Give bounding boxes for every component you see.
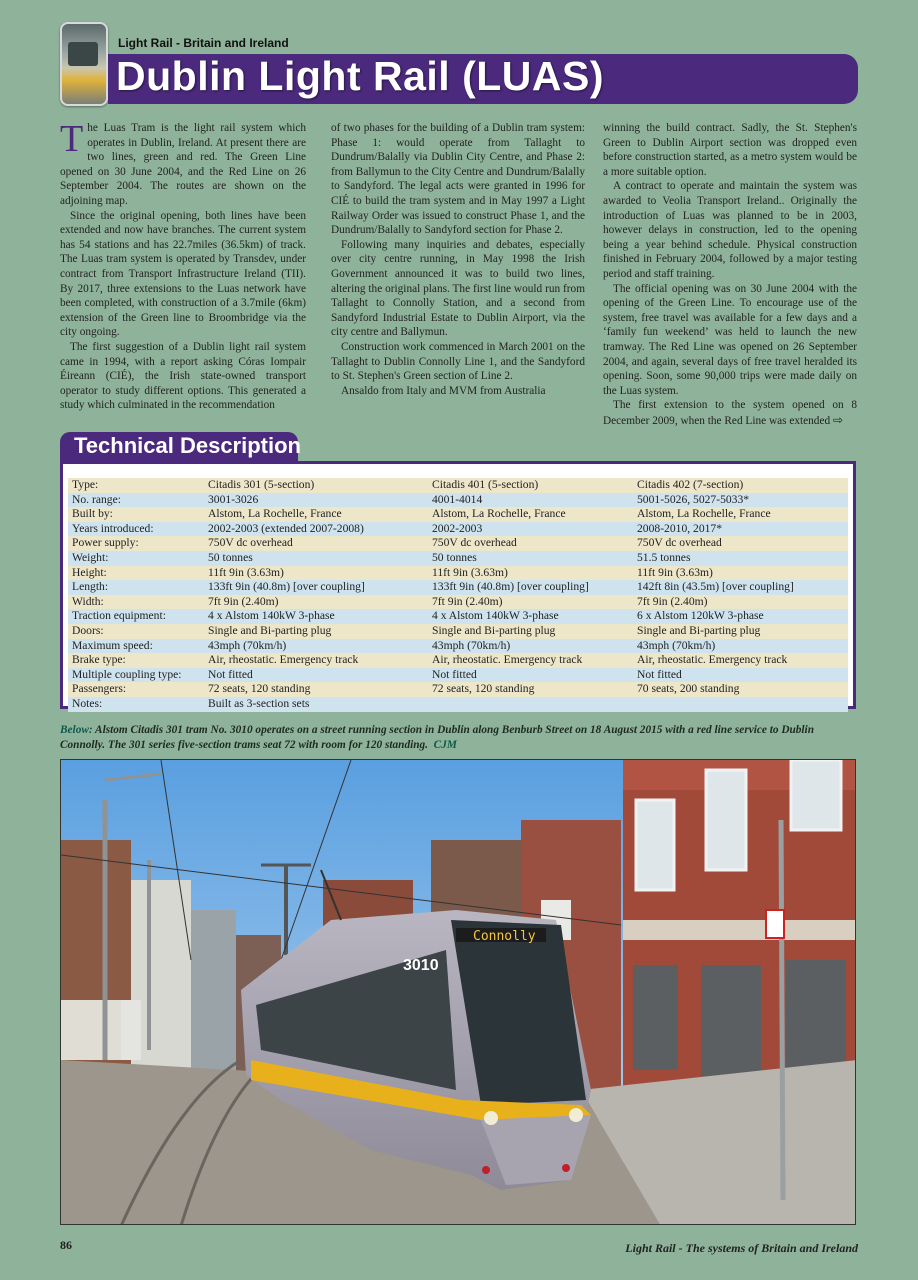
technical-value: 4 x Alstom 140kW 3-phase xyxy=(208,609,335,623)
technical-value: 750V dc overhead xyxy=(432,536,517,550)
technical-value: Single and Bi-parting plug xyxy=(432,623,556,637)
technical-value: 133ft 9in (40.8m) [over coupling] xyxy=(432,580,589,594)
technical-value: 11ft 9in (3.63m) xyxy=(432,565,508,579)
technical-value: 2002-2003 xyxy=(432,521,483,535)
technical-table xyxy=(60,461,856,709)
technical-label: Brake type: xyxy=(72,653,126,667)
technical-row xyxy=(68,536,848,551)
technical-row xyxy=(68,493,848,508)
technical-value: 7ft 9in (2.40m) xyxy=(637,594,708,608)
page-title: Dublin Light Rail (LUAS) xyxy=(116,53,604,99)
paragraph: winning the build contract. Sadly, the St. Stephen's Green to Dublin Airport section was dropped even before construction started, as a metro system would be a more suitable option. xyxy=(603,122,857,178)
technical-value: 51.5 tonnes xyxy=(637,550,691,564)
technical-value: 2008-2010, 2017* xyxy=(637,521,723,535)
technical-row xyxy=(68,522,848,537)
technical-value: 7ft 9in (2.40m) xyxy=(208,594,279,608)
technical-row xyxy=(68,624,848,639)
technical-row xyxy=(68,609,848,624)
technical-value: 6 x Alstom 120kW 3-phase xyxy=(637,609,764,623)
tram-destination-display: Connolly xyxy=(473,929,536,944)
technical-heading: Technical Description xyxy=(74,433,301,458)
technical-value: 142ft 8in (43.5m) [over coupling] xyxy=(637,580,794,594)
technical-value: Built as 3-section sets xyxy=(208,696,310,710)
technical-row xyxy=(68,668,848,683)
technical-value: Single and Bi-parting plug xyxy=(208,623,332,637)
technical-label: Weight: xyxy=(72,550,109,564)
paragraph: The first suggestion of a Dublin light rail system came in 1994, with a report asking Córas Iompair Éireann (CIÉ), the Irish state-owned transport operator to study different options. This generated a study which culminated in the recommendation xyxy=(60,340,306,412)
technical-value xyxy=(637,697,848,712)
technical-label: Maximum speed: xyxy=(72,638,153,652)
technical-label: Length: xyxy=(72,580,109,594)
technical-row xyxy=(68,682,848,697)
paragraph: The official opening was on 30 June 2004 with the opening of the Green Line. To encourage use of the system, free travel was available for a few days and a ‘family fun weekend’ was held to launch the new tramway. The Red Line was opened on 26 September 2004, and again, several days of free travel heralded its opening. Soon, some 90,000 trips were made daily on the Luas system. xyxy=(603,282,857,397)
technical-row xyxy=(68,653,848,668)
technical-value: Air, rheostatic. Emergency track xyxy=(432,653,583,667)
technical-value: 5001-5026, 5027-5033* xyxy=(637,492,750,506)
technical-label: Power supply: xyxy=(72,536,139,550)
technical-value: 4 x Alstom 140kW 3-phase xyxy=(432,609,559,623)
technical-value: Air, rheostatic. Emergency track xyxy=(637,653,788,667)
paragraph: The first extension to the system opened on 8 December 2009, when the Red Line was extended ⇨ xyxy=(603,399,857,427)
technical-row xyxy=(68,595,848,610)
running-footer: Light Rail - The systems of Britain and Ireland xyxy=(625,1241,858,1255)
technical-value: 133ft 9in (40.8m) [over coupling] xyxy=(208,580,365,594)
technical-value: 7ft 9in (2.40m) xyxy=(432,594,503,608)
technical-row xyxy=(68,580,848,595)
technical-label: Type: xyxy=(72,478,99,491)
technical-value: 50 tonnes xyxy=(208,550,253,564)
technical-label: No. range: xyxy=(72,492,121,506)
technical-value: 43mph (70km/h) xyxy=(637,638,716,652)
technical-value xyxy=(432,697,637,712)
technical-label: Width: xyxy=(72,594,104,608)
paragraph: Construction work commenced in March 2001 on the Tallaght to Dublin Connolly Line 1, and the Sandyford to St. Stephen's Green section of Line 2. xyxy=(331,340,585,383)
paragraph: The Luas Tram is the light rail system which operates in Dublin, Ireland. At present there are two lines, green and red. The Green Line opened on 30 June 2004, and the Red Line on 26 September 2004. The routes are shown on the adjoining map. xyxy=(60,118,306,207)
photo-credit: CJM xyxy=(433,739,457,751)
technical-value: 11ft 9in (3.63m) xyxy=(208,565,284,579)
technical-row xyxy=(68,566,848,581)
technical-value: 4001-4014 xyxy=(432,492,483,506)
technical-label: Doors: xyxy=(72,623,104,637)
technical-value: Citadis 402 (7-section) xyxy=(637,478,744,491)
technical-row xyxy=(68,478,848,493)
technical-value: Citadis 401 (5-section) xyxy=(432,478,539,491)
technical-value: Alstom, La Rochelle, France xyxy=(208,507,342,521)
technical-row xyxy=(68,639,848,654)
technical-value: Alstom, La Rochelle, France xyxy=(637,507,771,521)
technical-row xyxy=(68,697,848,712)
paragraph: Ansaldo from Italy and MVM from Australia xyxy=(341,384,546,397)
paragraph: Following many inquiries and debates, especially over city centre running, in May 1998 the Irish Government announced it was to build two lines, altering the original plans. The first line would run from Tallaght to Connolly Station, and a second from Sandyford Industrial Estate to Dublin Airport, via the city centre and Ballymun. xyxy=(331,238,585,339)
technical-value: Not fitted xyxy=(432,667,477,681)
technical-value: Air, rheostatic. Emergency track xyxy=(208,653,359,667)
paragraph: of two phases for the building of a Dublin tram system: Phase 1: would operate from Tallaght to Dundrum/Balally via Dublin City Centre, and Phase 2: from Ballymun to the City Centre and Dundrum/Balally to Sandyford. The legal acts were granted in 1996 for CIÉ to build the tram system and in May 1997 a Light Railway Order was issued to construct Phase 1, and the Dundrum/Balally to Sandyford section for Phase 2. xyxy=(331,122,585,237)
technical-value: 2002-2003 (extended 2007-2008) xyxy=(208,521,364,535)
technical-label: Built by: xyxy=(72,507,113,521)
caption-text: Alstom Citadis 301 tram No. 3010 operates on a street running section in Dublin along Benburb Street on 18 August 2015 with a red line service to Dublin Connolly. The 301 series five-section trams seat 72 with room for 120 standing. xyxy=(60,724,814,751)
page-number: 86 xyxy=(60,1238,72,1252)
paragraph: A contract to operate and maintain the system was awarded to Veolia Transport Ireland.. Originally the introduction of Luas was planned to be in 2003, however delays in construction, led to the opening being a year behind schedule. Physical construction finished in February 2004, followed by a major testing period and staff training. xyxy=(603,180,857,280)
technical-label: Passengers: xyxy=(72,682,127,696)
technical-label: Years introduced: xyxy=(72,521,154,535)
technical-value: 43mph (70km/h) xyxy=(208,638,287,652)
technical-label: Traction equipment: xyxy=(72,609,166,623)
technical-row xyxy=(68,507,848,522)
header-tram-thumbnail xyxy=(60,22,108,106)
tram-fleet-number: 3010 xyxy=(403,957,439,974)
drop-cap: T xyxy=(60,118,84,160)
paragraph: Since the original opening, both lines have been extended and now have branches. The current system has 54 stations and has 22.7miles (36.5km) of track. The Luas tram system is operated by Transdev, under contract from Transport Infrastructure Ireland (TII). By 2017, three extensions to the Luas network have been completed, with construction of a 3.7mile (6km) extension of the Green line to Broombridge via the city ongoing. xyxy=(60,209,306,339)
technical-value: Not fitted xyxy=(637,667,682,681)
technical-label: Notes: xyxy=(72,696,103,710)
technical-value: Citadis 301 (5-section) xyxy=(208,478,315,491)
technical-value: 750V dc overhead xyxy=(637,536,722,550)
technical-row xyxy=(68,551,848,566)
technical-value: 72 seats, 120 standing xyxy=(432,682,535,696)
technical-value: Alstom, La Rochelle, France xyxy=(432,507,566,521)
tram-photo xyxy=(60,759,856,1225)
technical-label: Height: xyxy=(72,565,107,579)
article-column-2 xyxy=(331,121,585,398)
technical-value: Not fitted xyxy=(208,667,253,681)
caption-lead: Below: xyxy=(60,724,93,736)
technical-value: 72 seats, 120 standing xyxy=(208,682,311,696)
technical-value: Single and Bi-parting plug xyxy=(637,623,761,637)
technical-value: 50 tonnes xyxy=(432,550,477,564)
technical-value: 3001-3026 xyxy=(208,492,259,506)
section-label: Light Rail - Britain and Ireland xyxy=(118,36,289,50)
technical-value: 43mph (70km/h) xyxy=(432,638,511,652)
article-column-1 xyxy=(60,118,306,413)
continue-arrow-icon: ⇨ xyxy=(832,412,844,427)
technical-value: 70 seats, 200 standing xyxy=(637,682,740,696)
technical-value: 11ft 9in (3.63m) xyxy=(637,565,713,579)
technical-label: Multiple coupling type: xyxy=(72,667,182,681)
photo-caption xyxy=(60,723,856,753)
technical-value: 750V dc overhead xyxy=(208,536,293,550)
article-column-3 xyxy=(603,121,857,428)
